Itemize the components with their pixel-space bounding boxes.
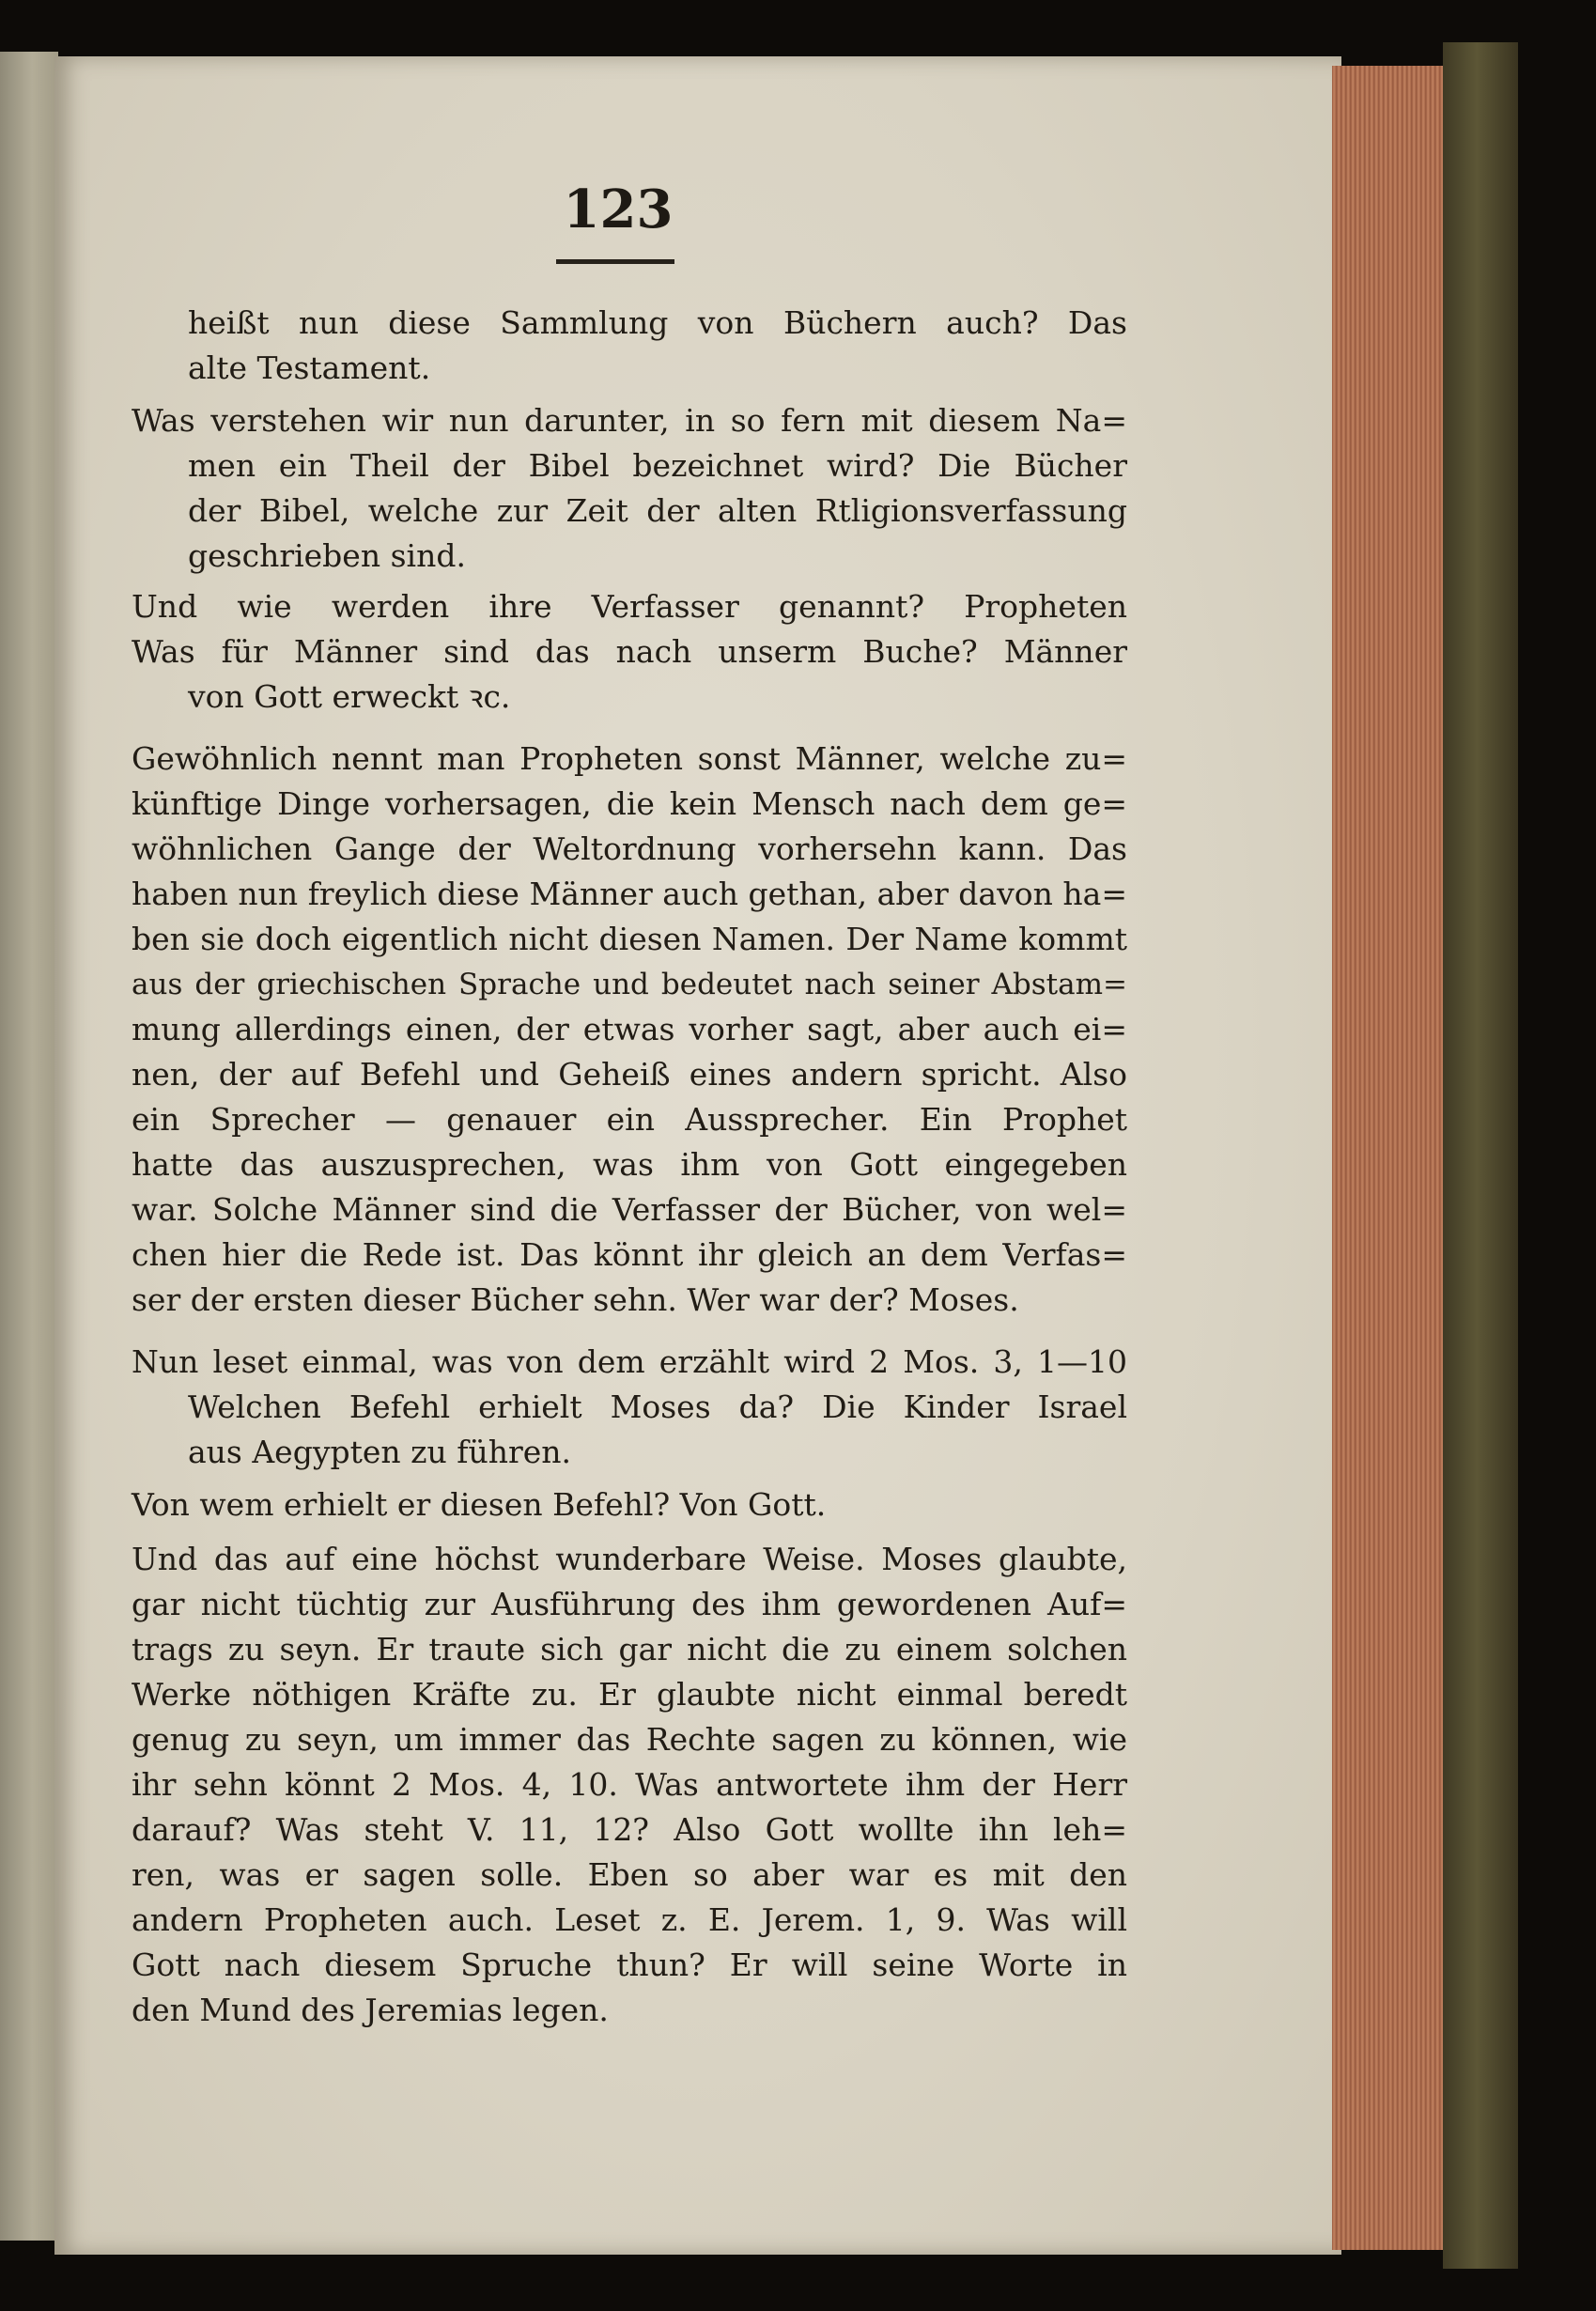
text-line: Nun leset einmal, was von dem erzählt wird 2 Mos. 3, 1—10: [132, 1343, 1127, 1380]
text-line: hatte das auszusprechen, was ihm von Gott eingegeben: [132, 1146, 1127, 1183]
text-line: aus der griechischen Sprache und bedeutet nach seiner Abstam=: [132, 968, 1127, 1001]
text-line: der Bibel, welche zur Zeit der alten Rtligionsverfassung: [188, 492, 1127, 529]
text-line: künftige Dinge vorhersagen, die kein Mensch nach dem ge=: [132, 785, 1127, 822]
text-line: Werke nöthigen Kräfte zu. Er glaubte nicht einmal beredt: [132, 1676, 1127, 1713]
text-line: Gott nach diesem Spruche thun? Er will seine Worte in: [132, 1947, 1127, 1983]
text-line: Gewöhnlich nennt man Propheten sonst Männer, welche zu=: [132, 740, 1127, 777]
text-line: genug zu seyn, um immer das Rechte sagen zu können, wie: [132, 1721, 1127, 1758]
text-line: aus Aegypten zu führen.: [188, 1434, 572, 1470]
text-line: Was für Männer sind das nach unserm Buche? Männer: [132, 633, 1127, 670]
page-edges: [1332, 66, 1443, 2250]
text-line: Und das auf eine höchst wunderbare Weise. Moses glaubte,: [132, 1541, 1127, 1577]
text-line: war. Solche Männer sind die Verfasser der Bücher, von wel=: [132, 1191, 1127, 1228]
text-line: Was verstehen wir nun darunter, in so fern mit diesem Na=: [132, 402, 1127, 439]
text-line: ren, was er sagen solle. Eben so aber war es mit den: [132, 1856, 1127, 1893]
text-line: ein Sprecher — genauer ein Aussprecher. Ein Prophet: [132, 1101, 1127, 1138]
text-line: von Gott erweckt ꝛc.: [188, 678, 511, 715]
text-line: alte Testament.: [188, 349, 431, 386]
text-line: wöhnlichen Gange der Weltordnung vorhersehn kann. Das: [132, 830, 1127, 867]
text-line: darauf? Was steht V. 11, 12? Also Gott wollte ihn leh=: [132, 1811, 1127, 1848]
text-line: Welchen Befehl erhielt Moses da? Die Kinder Israel: [188, 1388, 1127, 1425]
text-line: Und wie werden ihre Verfasser genannt? Propheten: [132, 588, 1127, 625]
text-line: geschrieben sind.: [188, 537, 466, 574]
text-line: nen, der auf Befehl und Geheiß eines andern spricht. Also: [132, 1056, 1127, 1093]
text-line: trags zu seyn. Er traute sich gar nicht die zu einem solchen: [132, 1631, 1127, 1667]
text-line: mung allerdings einen, der etwas vorher sagt, aber auch ei=: [132, 1011, 1127, 1047]
left-page-edge: [0, 52, 58, 2241]
text-line: ihr sehn könnt 2 Mos. 4, 10. Was antwortete ihm der Herr: [132, 1766, 1127, 1803]
text-line: ser der ersten dieser Bücher sehn. Wer war der? Moses.: [132, 1281, 1019, 1318]
text-line: Von wem erhielt er diesen Befehl? Von Gott.: [132, 1486, 827, 1523]
text-line: den Mund des Jeremias legen.: [132, 1992, 609, 2028]
text-line: men ein Theil der Bibel bezeichnet wird? Die Bücher: [188, 447, 1127, 484]
book-cover: [1443, 42, 1518, 2269]
text-line: heißt nun diese Sammlung von Büchern auch? Das: [188, 304, 1127, 341]
text-line: ben sie doch eigentlich nicht diesen Namen. Der Name kommt: [132, 921, 1127, 957]
text-line: gar nicht tüchtig zur Ausführung des ihm gewordenen Auf=: [132, 1586, 1127, 1622]
page-number-rule: [556, 259, 674, 264]
text-line: chen hier die Rede ist. Das könnt ihr gleich an dem Verfas=: [132, 1236, 1127, 1273]
text-line: andern Propheten auch. Leset z. E. Jerem. 1, 9. Was will: [132, 1901, 1127, 1938]
text-line: haben nun freylich diese Männer auch gethan, aber davon ha=: [132, 876, 1127, 912]
page-number: 123: [563, 178, 674, 240]
